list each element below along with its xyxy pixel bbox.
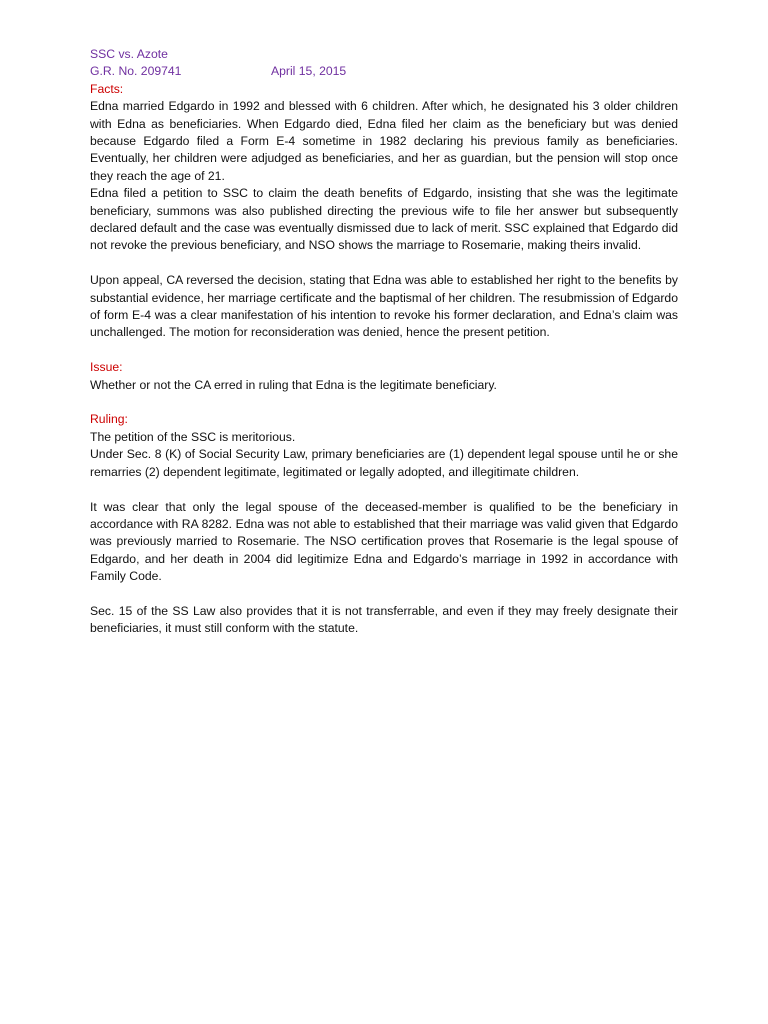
issue-text: Whether or not the CA erred in ruling that Edna is the legitimate beneficiary. <box>90 377 497 392</box>
spacer <box>90 255 678 272</box>
case-title: SSC vs. Azote <box>90 47 168 61</box>
spacer <box>90 394 678 411</box>
document-page <box>90 46 678 638</box>
spacer <box>90 586 678 603</box>
facts-label: Facts: <box>90 81 124 96</box>
facts-paragraph-1: Edna married Edgardo in 1992 and blessed with 6 children. After which, he designated his 3 older children with Edna as beneficiaries. When Edgardo died, Edna filed her claim as the beneficiary but was denied because Edgardo filed a Form E-4 sometime in 1982 declaring his previous family as beneficiaries. Eventually, her children were adjudged as beneficiaries, and her as guardian, but the pension will stop once they reach the age of 21. <box>90 99 678 183</box>
ruling-paragraph-4: Sec. 15 of the SS Law also provides that it is not transferrable, and even if they may freely designate their beneficiaries, it must still conform with the statute. <box>90 603 678 636</box>
ruling-paragraph-1: The petition of the SSC is meritorious. <box>90 429 296 444</box>
spacer <box>90 481 678 498</box>
issue-label: Issue: <box>90 360 123 375</box>
facts-paragraph-3: Upon appeal, CA reversed the decision, stating that Edna was able to established her right to the benefits by substantial evidence, her marriage certificate and the baptismal of her children. The resubmission of Edgardo of form E-4 was a clear manifestation of his intention to revoke his former declaration, and Edna’s claim was unchallenged. The motion for reconsideration was denied, hence the present petition. <box>90 273 678 340</box>
ruling-label: Ruling: <box>90 412 128 427</box>
ruling-paragraph-2: Under Sec. 8 (K) of Social Security Law, primary beneficiaries are (1) dependent legal spouse until he or she remarries (2) dependent legitimate, legitimated or legally adopted, and illegitimate children. <box>90 447 678 479</box>
ruling-paragraph-3: It was clear that only the legal spouse of the deceased-member is qualified to be the beneficiary in accordance with RA 8282. Edna was not able to established that their marriage was valid given that Edgardo was previously married to Rosemarie. The NSO certification proves that Rosemarie is the legal spouse of Edgardo, and her death in 2004 did legitimize Edna and Edgardo’s marriage in 1992 in accordance with Family Code. <box>90 499 678 584</box>
case-meta <box>90 63 678 80</box>
decision-date: April 15, 2015 <box>271 64 347 79</box>
facts-paragraph-2: Edna filed a petition to SSC to claim the death benefits of Edgardo, insisting that she was the legitimate beneficiary, summons was also published directing the previous wife to file her answer but subsequently declared default and the case was eventually dismissed due to lack of merit. SSC explained that Edgardo did not revoke the previous beneficiary, and NSO shows the marriage to Rosemarie, making theirs invalid. <box>90 186 678 253</box>
spacer <box>90 342 678 359</box>
gr-number: G.R. No. 209741 <box>90 64 182 79</box>
